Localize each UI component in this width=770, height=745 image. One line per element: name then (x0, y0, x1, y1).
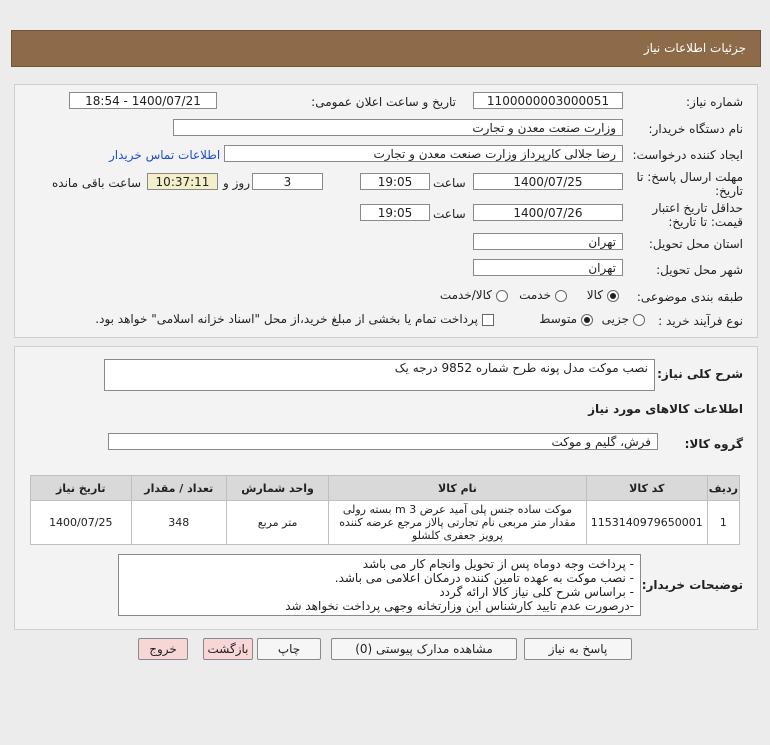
creator-label: ایجاد کننده درخواست: (632, 148, 743, 162)
back-button[interactable]: بازگشت (203, 638, 253, 660)
buyer-notes-box (118, 554, 641, 616)
process-option-minor[interactable] (602, 312, 645, 326)
process-medium-label: متوسط (539, 312, 577, 326)
deadline-date-field: 1400/07/25 (473, 173, 623, 190)
announce-datetime-label: تاریخ و ساعت اعلان عمومی: (311, 95, 456, 109)
attachments-button[interactable]: مشاهده مدارک پیوستی (0) (331, 638, 517, 660)
goods-group-label: گروه کالا: (684, 437, 743, 451)
buyer-contact-link[interactable]: اطلاعات تماس خریدار (109, 148, 221, 162)
treasury-payment-checkbox[interactable] (482, 314, 494, 326)
page-title: جزئیات اطلاعات نیاز (643, 41, 746, 55)
category-goods-radio[interactable] (607, 290, 619, 302)
col-qty-header: تعداد / مقدار (131, 476, 227, 501)
city-field: تهران (473, 259, 623, 276)
cell-unit: متر مربع (227, 501, 329, 545)
price-validity-label-date: قیمت: تا تاریخ: (668, 215, 743, 229)
summary-field: نصب موکت مدل پونه طرح شماره 9852 درجه یک (104, 359, 655, 391)
col-date-header: تاریخ نیاز (31, 476, 132, 501)
col-name-header: نام کالا (329, 476, 587, 501)
cell-name: موکت ساده جنس پلی آمید عرض m 3 بسته رولی مقدار متر مربعی نام تجارتی پالاز مرجع عرضه کننده پرویز جعفری کلشلو (329, 501, 587, 545)
province-field: تهران (473, 233, 623, 250)
category-option-service[interactable] (519, 288, 567, 302)
process-minor-radio[interactable] (633, 314, 645, 326)
deadline-label: مهلت ارسال پاسخ: تا (636, 170, 743, 184)
category-option-goods[interactable] (587, 288, 619, 302)
remaining-time-field: 10:37:11 (147, 173, 218, 190)
cell-row: 1 (707, 501, 739, 545)
col-row-header: ردیف (707, 476, 739, 501)
category-service-label: خدمت (519, 288, 551, 302)
buyer-note-1: - پرداخت وجه دوماه پس از تحویل وانجام کار می باشد (362, 557, 634, 571)
announce-datetime-field: 1400/07/21 - 18:54 (69, 92, 217, 109)
summary-label: شرح کلی نیاز: (657, 367, 743, 381)
category-service-radio[interactable] (555, 290, 567, 302)
category-option-goods-service[interactable] (440, 288, 508, 302)
validity-date-field: 1400/07/26 (473, 204, 623, 221)
need-number-field: 1100000003000051 (473, 92, 623, 109)
buyer-note-2: - نصب موکت به عهده تامین کننده درمکان اعلامی می باشد. (334, 571, 634, 585)
category-goods-service-label: کالا/خدمت (439, 288, 492, 302)
province-label: استان محل تحویل: (648, 237, 743, 251)
process-type-label: نوع فرآیند خرید : (658, 314, 743, 328)
treasury-payment-option[interactable] (95, 312, 494, 326)
col-code-header: کد کالا (586, 476, 707, 501)
deadline-time-label: ساعت (433, 176, 466, 190)
category-goods-service-radio[interactable] (496, 290, 508, 302)
goods-table (30, 475, 740, 545)
validity-time-field: 19:05 (360, 204, 430, 221)
buyer-org-field: وزارت صنعت معدن و تجارت (173, 119, 623, 136)
validity-time-label: ساعت (433, 207, 466, 221)
buyer-note-4: -درصورت عدم تایید کارشناس این وزارتخانه وجهی پرداخت نخواهد شد (285, 599, 634, 613)
buyer-note-3: - براساس شرح کلی نیاز کالا ارائه گردد (439, 585, 634, 599)
price-validity-label: حداقل تاریخ اعتبار (652, 201, 743, 215)
table-row (31, 501, 740, 545)
buyer-notes-label: توضیحات خریدار: (641, 578, 743, 592)
exit-button[interactable]: خروج (138, 638, 188, 660)
buyer-org-label: نام دستگاه خریدار: (648, 122, 743, 136)
page-header (11, 30, 761, 67)
remaining-days-field: 3 (252, 173, 323, 190)
process-minor-label: جزیی (601, 312, 629, 326)
cell-qty: 348 (131, 501, 227, 545)
days-label: روز و (223, 176, 250, 190)
category-goods-label: کالا (586, 288, 603, 302)
treasury-payment-label: پرداخت تمام یا بخشی از مبلغ خرید،از محل "اسناد خزانه اسلامی" خواهد بود. (95, 312, 478, 326)
category-label: طبقه بندی موضوعی: (636, 290, 743, 304)
deadline-label-date: تاریخ: (715, 184, 743, 198)
process-option-medium[interactable] (539, 312, 593, 326)
col-unit-header: واحد شمارش (227, 476, 329, 501)
cell-code: 1153140979650001 (586, 501, 707, 545)
print-button[interactable]: چاپ (257, 638, 321, 660)
reply-button[interactable]: پاسخ به نیاز (524, 638, 632, 660)
deadline-time-field: 19:05 (360, 173, 430, 190)
goods-table-header (31, 476, 740, 501)
remaining-time-label: ساعت باقی مانده (52, 176, 142, 190)
goods-info-title: اطلاعات کالاهای مورد نیاز (588, 402, 743, 416)
goods-group-field: فرش، گلیم و موکت (108, 433, 658, 450)
creator-field: رضا جلالی کارپرداز وزارت صنعت معدن و تجارت (224, 145, 623, 162)
need-number-label: شماره نیاز: (686, 95, 743, 109)
process-medium-radio[interactable] (581, 314, 593, 326)
cell-date: 1400/07/25 (31, 501, 132, 545)
city-label: شهر محل تحویل: (656, 263, 743, 277)
